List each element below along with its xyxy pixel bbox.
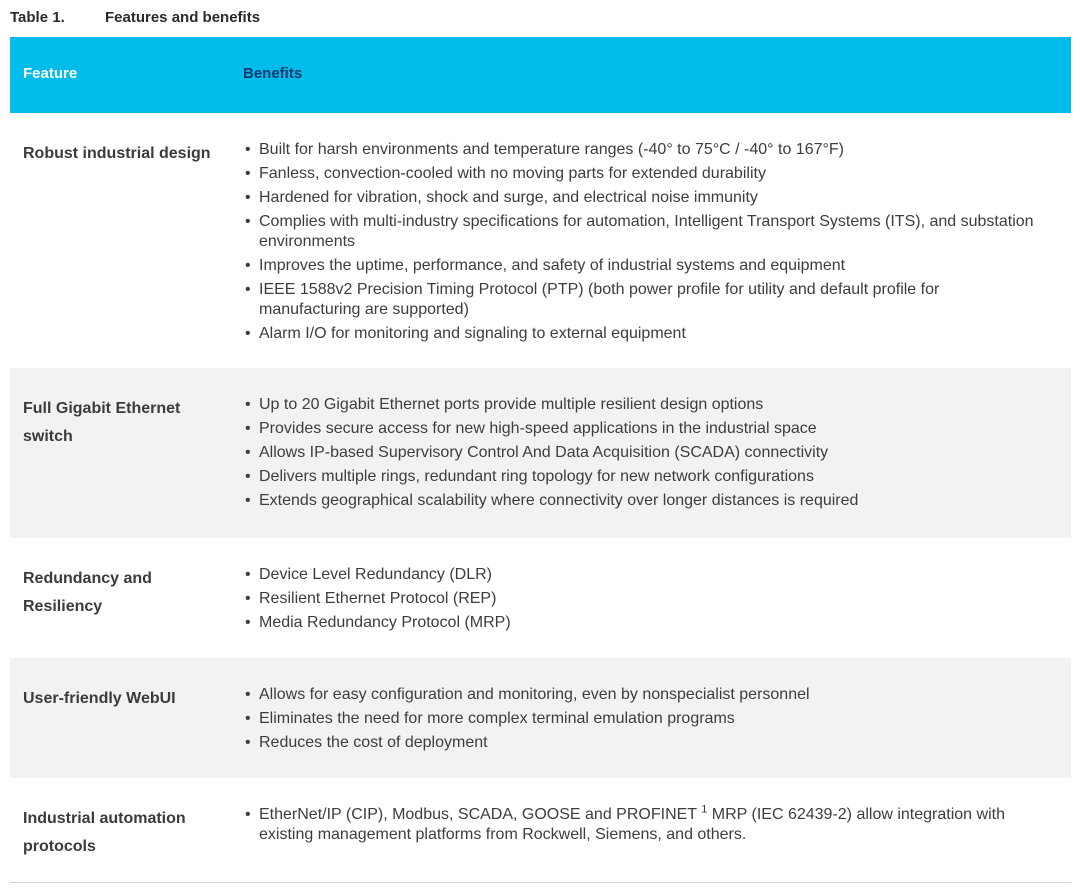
feature-cell: Robust industrial design [23, 145, 211, 162]
table-header-row [10, 37, 1071, 113]
bullet-icon: • [245, 281, 251, 298]
bullet-icon: • [245, 806, 251, 823]
benefit-item: • Extends geographical scalability where connectivity over longer distances is required [245, 492, 859, 509]
benefit-item: • Resilient Ethernet Protocol (REP) [245, 590, 497, 607]
benefits-cell [230, 778, 1071, 882]
benefit-item: • Device Level Redundancy (DLR) [245, 566, 492, 583]
benefit-item: • Eliminates the need for more complex terminal emulation programs [245, 710, 735, 727]
bullet-icon: • [245, 257, 251, 274]
bullet-icon: • [245, 325, 251, 342]
benefit-item: • Delivers multiple rings, redundant ring topology for new network configurations [245, 468, 814, 485]
benefit-item: • Allows IP-based Supervisory Control And Data Acquisition (SCADA) connectivity [245, 444, 829, 461]
table-number: Table 1. [10, 8, 65, 26]
benefits-list [243, 140, 1041, 344]
bullet-icon: • [245, 566, 251, 583]
header-feature: Feature [23, 64, 78, 82]
bullet-icon: • [245, 396, 251, 413]
bullet-icon: • [245, 444, 251, 461]
bullet-icon: • [245, 710, 251, 727]
benefit-item: • Improves the uptime, performance, and safety of industrial systems and equipment [245, 257, 846, 274]
benefit-item: • Provides secure access for new high-speed applications in the industrial space [245, 420, 817, 437]
bullet-icon: • [245, 492, 251, 509]
header-benefits: Benefits [243, 64, 303, 82]
bullet-icon: • [245, 141, 251, 158]
benefit-item [243, 805, 1041, 845]
footnote-ref: 1 [701, 803, 708, 816]
benefits-list [243, 805, 1041, 845]
feature-cell: Redundancy and Resiliency [23, 570, 152, 615]
bullet-icon: • [245, 686, 251, 703]
bullet-icon: • [245, 734, 251, 751]
table-title: Features and benefits [105, 8, 261, 26]
benefit-item: • Allows for easy configuration and monitoring, even by nonspecialist personnel [245, 686, 810, 703]
table-row [10, 368, 1071, 538]
benefit-item: • Fanless, convection-cooled with no moving parts for extended durability [245, 165, 766, 182]
benefit-item: • Complies with multi-industry specifications for automation, Intelligent Transport Systems (ITS), and substation environments [245, 213, 1034, 250]
features-benefits-table [10, 37, 1071, 883]
bullet-icon: • [245, 590, 251, 607]
feature-cell: Full Gigabit Ethernet switch [23, 400, 181, 445]
benefits-list [243, 395, 1041, 511]
benefits-cell [230, 538, 1071, 658]
benefit-item: • Media Redundancy Protocol (MRP) [245, 614, 511, 631]
benefits-cell [230, 368, 1071, 538]
feature-cell: User-friendly WebUI [23, 690, 176, 707]
benefit-item: • Hardened for vibration, shock and surge, and electrical noise immunity [245, 189, 758, 206]
table-caption [10, 6, 260, 28]
feature-cell: Industrial automation protocols [23, 810, 186, 855]
bullet-icon: • [245, 468, 251, 485]
benefit-text-before: EtherNet/IP (CIP), Modbus, SCADA, GOOSE and PROFINET [259, 806, 702, 823]
benefit-item: • Reduces the cost of deployment [245, 734, 488, 751]
table-row [10, 778, 1071, 882]
table-row [10, 538, 1071, 658]
table-row [10, 113, 1071, 368]
table-row [10, 658, 1071, 778]
bullet-icon: • [245, 420, 251, 437]
benefits-cell [230, 113, 1071, 368]
benefit-item: • Alarm I/O for monitoring and signaling to external equipment [245, 325, 686, 342]
benefits-cell [230, 658, 1071, 778]
benefit-item: • Built for harsh environments and temperature ranges (-40° to 75°C / -40° to 167°F) [245, 141, 844, 158]
benefits-list [243, 685, 1041, 753]
bullet-icon: • [245, 189, 251, 206]
benefit-text-after: MRP (IEC 62439-2) allow integration with existing management platforms from Rockwell, Siemens, and others. [259, 806, 1005, 843]
benefit-item: • IEEE 1588v2 Precision Timing Protocol (PTP) (both power profile for utility and default profile for manufacturing are supported) [245, 281, 940, 318]
bullet-icon: • [245, 213, 251, 230]
benefits-list [243, 565, 1041, 633]
bullet-icon: • [245, 165, 251, 182]
benefit-item: • Up to 20 Gigabit Ethernet ports provide multiple resilient design options [245, 396, 764, 413]
bullet-icon: • [245, 614, 251, 631]
